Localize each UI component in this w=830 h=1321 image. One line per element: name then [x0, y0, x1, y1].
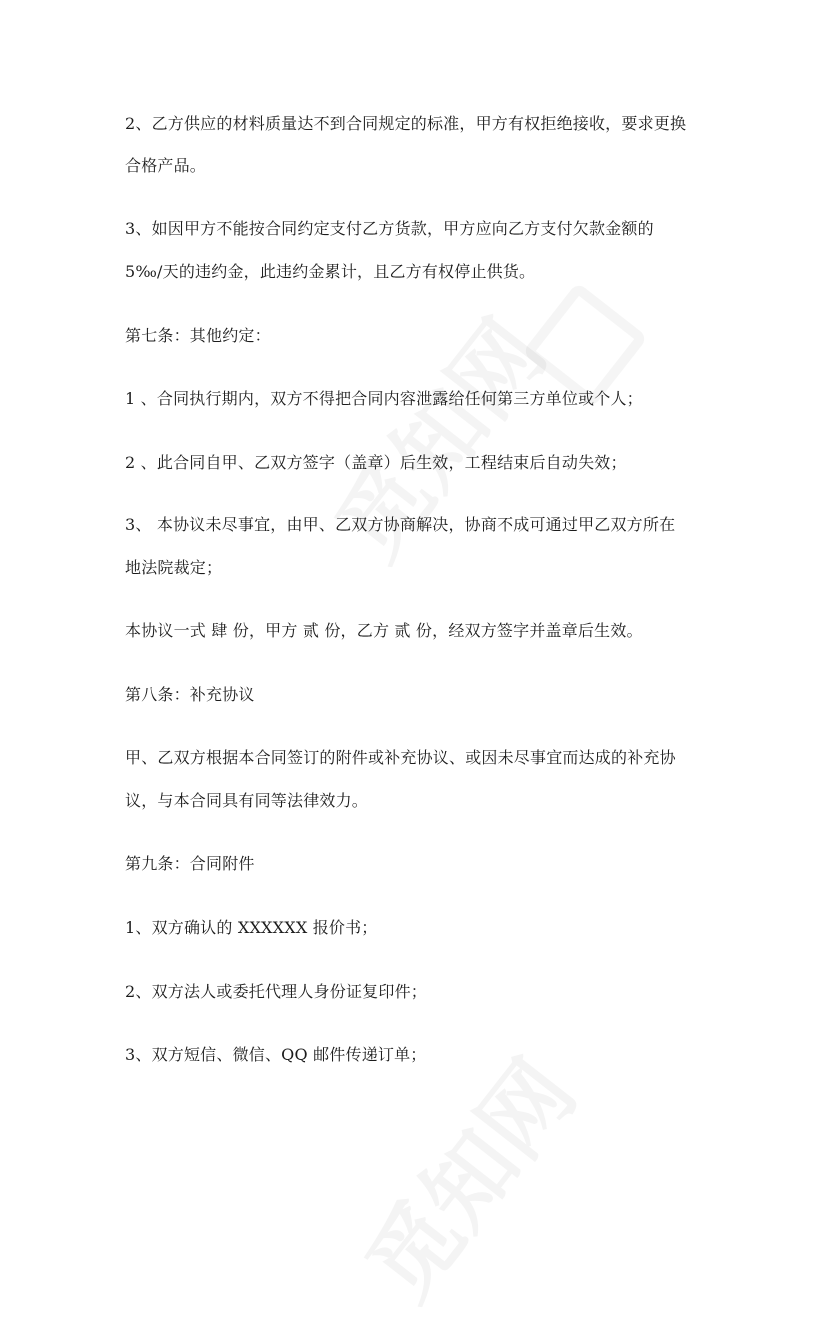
article-9-item-1: 1、双方确认的 XXXXXX 报价书；	[125, 918, 378, 937]
article-8-body-line-1: 甲、乙双方根据本合同签订的附件或补充协议、或因未尽事宜而达成的补充协	[125, 748, 676, 767]
article-8-heading: 第八条：补充协议	[125, 685, 255, 704]
article-7-item-3-line-1: 3、 本协议未尽事宜，由甲、乙双方协商解决，协商不成可通过甲乙双方所在	[125, 515, 676, 534]
clause-6-item-3-line-2: 5‰/天的违约金，此违约金累计，且乙方有权停止供货。	[125, 262, 536, 281]
watermark-text-bottom	[331, 1029, 600, 1321]
article-8-body-line-2: 议，与本合同具有同等法律效力。	[125, 791, 369, 810]
clause-6-item-2-line-2: 合格产品。	[125, 156, 207, 175]
article-9-heading: 第九条：合同附件	[125, 854, 255, 873]
article-7-heading: 第七条：其他约定：	[125, 326, 271, 345]
clause-6-item-3-line-1: 3、如因甲方不能按合同约定支付乙方货款，甲方应向乙方支付欠款金额的	[125, 219, 654, 238]
article-7-item-2: 2 、此合同自甲、乙双方签字（盖章）后生效，工程结束后自动失效；	[125, 453, 627, 472]
clause-6-item-2-line-1: 2、乙方供应的材料质量达不到合同规定的标准，甲方有权拒绝接收，要求更换	[125, 114, 687, 133]
article-9-item-3: 3、双方短信、微信、QQ 邮件传递订单；	[125, 1045, 427, 1064]
article-9-item-2: 2、双方法人或委托代理人身份证复印件；	[125, 982, 427, 1001]
article-7-item-3-line-2: 地法院裁定；	[125, 558, 223, 577]
watermark-text	[301, 289, 570, 582]
copies-statement: 本协议一式 肆 份，甲方 贰 份，乙方 贰 份，经双方签字并盖章后生效。	[125, 621, 643, 640]
article-7-item-1: 1 、合同执行期内，双方不得把合同内容泄露给任何第三方单位或个人；	[125, 389, 643, 408]
